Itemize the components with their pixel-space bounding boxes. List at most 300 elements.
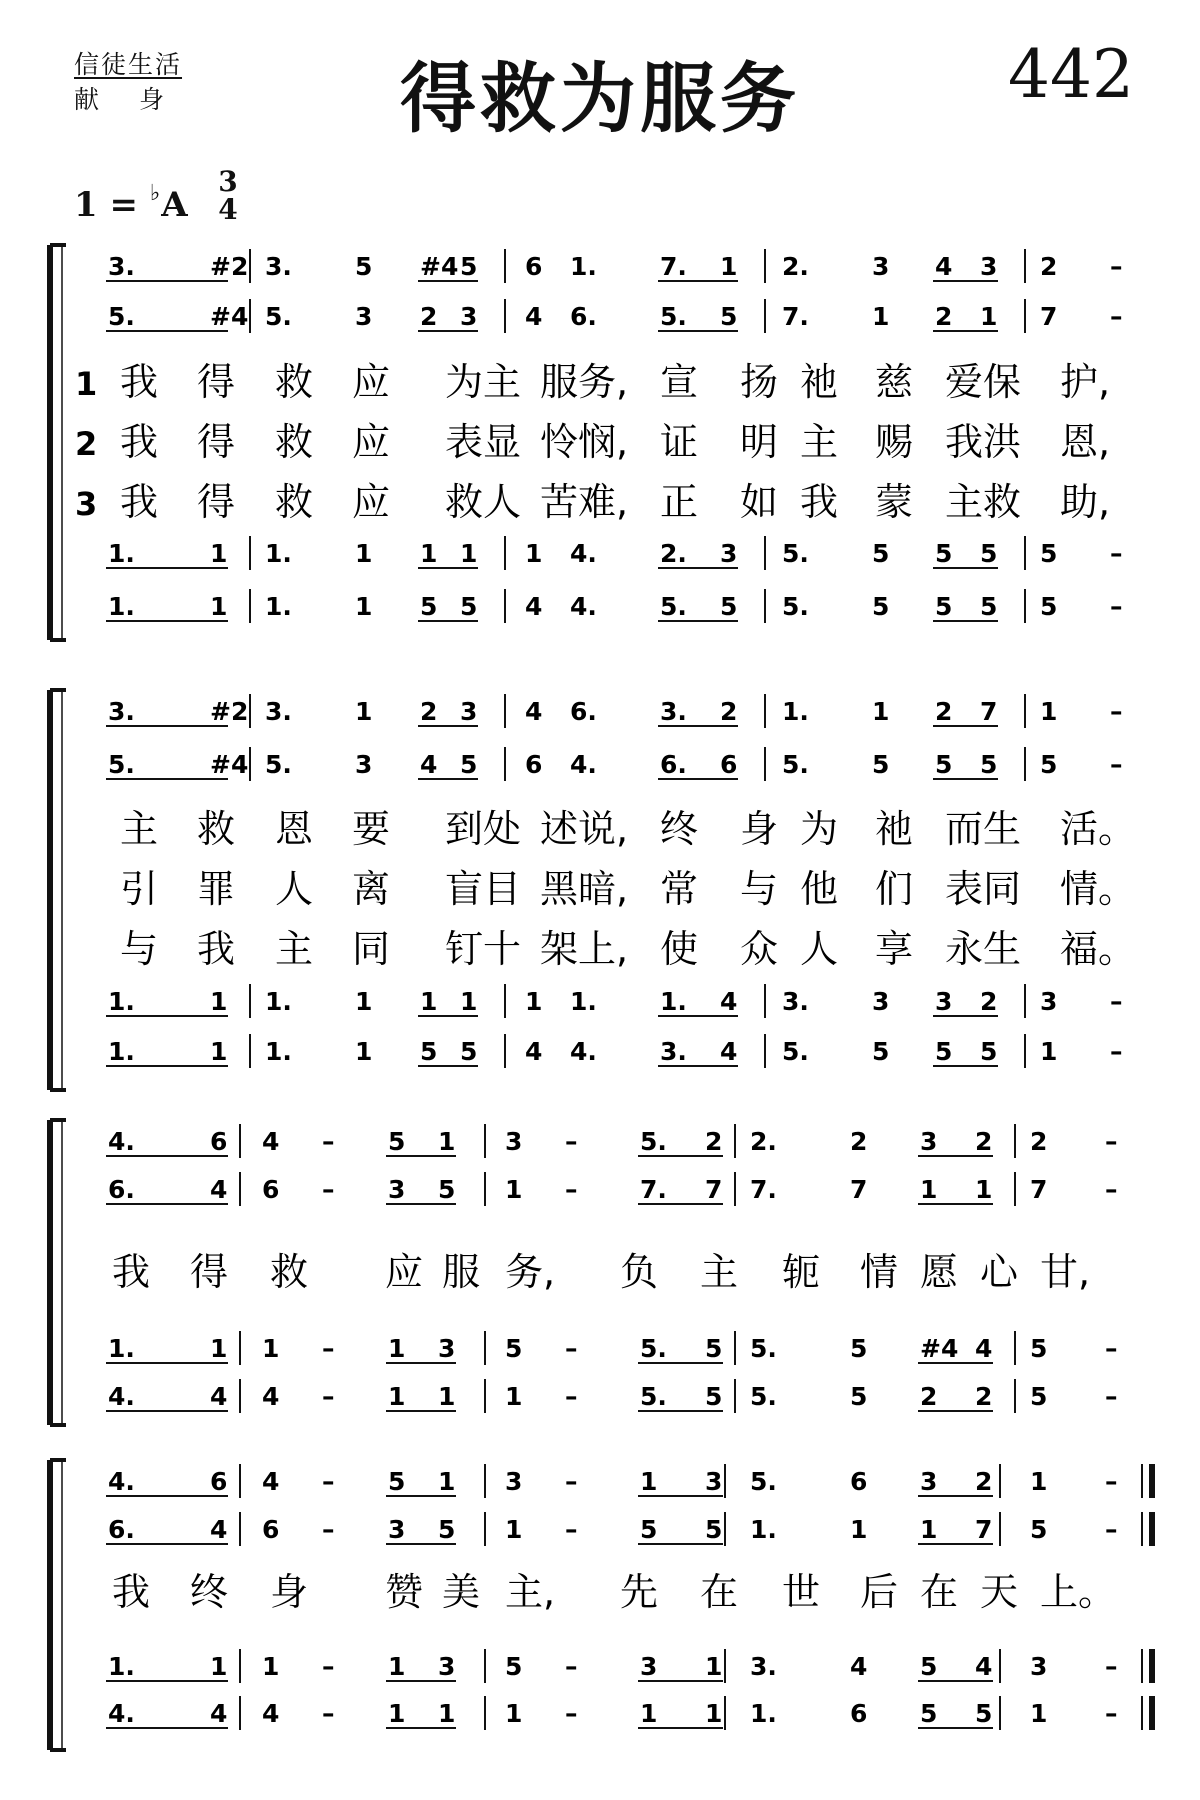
- lyric-syllable: 应: [352, 420, 391, 464]
- note-staff-bot: 5: [850, 1334, 868, 1363]
- note-staff-bot: 3: [872, 987, 890, 1016]
- note-staff-bot2: 5.: [660, 592, 687, 621]
- note-staff-bot2: 5: [975, 1699, 993, 1728]
- note-staff-bot2: 5: [460, 1037, 478, 1066]
- lyric-syllable: 引: [120, 867, 159, 911]
- note-staff-bot2: 1: [210, 1037, 228, 1066]
- note-staff-bot2: –: [565, 1699, 578, 1728]
- note-staff-bot: 1.: [265, 539, 292, 568]
- note-staff-bot2: 4: [525, 1037, 543, 1066]
- lyric-syllable: 主: [120, 807, 159, 851]
- note-staff-top2: 5.: [265, 750, 292, 779]
- note-staff-bot: 5: [920, 1652, 938, 1681]
- note-staff-bot: 3.: [750, 1652, 777, 1681]
- note-staff-bot2: 1: [388, 1699, 406, 1728]
- lyric-syllable: 得: [197, 420, 236, 464]
- note-staff-bot2: 1: [388, 1382, 406, 1411]
- note-staff-top: 4: [262, 1467, 280, 1496]
- note-staff-top: 1: [438, 1467, 456, 1496]
- note-staff-bot: 3: [720, 539, 738, 568]
- lyric-syllable: 身: [270, 1570, 309, 1614]
- note-staff-bot: #4: [920, 1334, 959, 1363]
- note-staff-top: #2: [210, 697, 249, 726]
- lyric-syllable: 服务,: [540, 360, 629, 404]
- note-staff-bot: 5.: [750, 1334, 777, 1363]
- key-note: A: [161, 185, 188, 225]
- note-staff-top: –: [1110, 697, 1123, 726]
- lyric-syllable: 天: [980, 1570, 1019, 1614]
- lyric-syllable: 救: [270, 1250, 309, 1294]
- note-staff-top: 2: [1040, 252, 1058, 281]
- lyric-syllable: 怜悯,: [540, 420, 629, 464]
- note-staff-bot2: 5.: [782, 1037, 809, 1066]
- note-staff-top: 2.: [782, 252, 809, 281]
- note-staff-bot2: –: [1105, 1382, 1118, 1411]
- note-staff-bot2: –: [565, 1382, 578, 1411]
- lyric-syllable: 救: [275, 480, 314, 524]
- note-staff-bot2: 5.: [640, 1382, 667, 1411]
- note-staff-top: –: [322, 1467, 335, 1496]
- note-staff-top2: 5: [980, 750, 998, 779]
- note-staff-bot2: 4.: [570, 1037, 597, 1066]
- note-staff-top: 1: [720, 252, 738, 281]
- note-staff-top: –: [1110, 252, 1123, 281]
- note-staff-top: 1: [1040, 697, 1058, 726]
- note-staff-bot2: 2: [975, 1382, 993, 1411]
- note-staff-bot2: –: [1105, 1699, 1118, 1728]
- lyric-syllable: 主: [700, 1250, 739, 1294]
- note-staff-top: 1.: [782, 697, 809, 726]
- lyric-syllable: 我: [800, 480, 839, 524]
- note-staff-top: 6: [210, 1467, 228, 1496]
- lyric-syllable: 而生: [945, 807, 1022, 851]
- lyric-syllable: 蒙: [875, 480, 914, 524]
- note-staff-bot: –: [1105, 1334, 1118, 1363]
- note-staff-top: 5: [355, 252, 373, 281]
- note-staff-bot: 1: [420, 539, 438, 568]
- note-staff-bot2: 4.: [108, 1699, 135, 1728]
- category-label: 信徒生活: [74, 50, 183, 79]
- note-staff-bot: 5: [1030, 1334, 1048, 1363]
- lyric-syllable: 服: [442, 1250, 481, 1294]
- note-staff-bot: 1: [420, 987, 438, 1016]
- note-staff-top: 4: [262, 1127, 280, 1156]
- note-staff-bot: 1.: [108, 1334, 135, 1363]
- note-staff-bot2: 4: [720, 1037, 738, 1066]
- note-staff-bot: 1: [388, 1652, 406, 1681]
- note-staff-top: 6: [850, 1467, 868, 1496]
- note-staff-bot: 1: [460, 987, 478, 1016]
- note-staff-bot2: 1: [1030, 1699, 1048, 1728]
- lyric-syllable: 救: [275, 360, 314, 404]
- note-staff-bot2: 5: [1030, 1382, 1048, 1411]
- note-staff-top2: 6.: [660, 750, 687, 779]
- lyric-syllable: 到处: [445, 807, 522, 851]
- lyric-syllable: 甘,: [1040, 1250, 1091, 1294]
- note-staff-bot2: 4: [262, 1699, 280, 1728]
- note-staff-bot: –: [565, 1334, 578, 1363]
- note-staff-bot2: 4: [525, 592, 543, 621]
- note-staff-top: 2.: [750, 1127, 777, 1156]
- lyric-syllable: 情: [860, 1250, 899, 1294]
- lyric-syllable: 人: [800, 927, 839, 971]
- note-staff-top2: –: [1105, 1515, 1118, 1544]
- note-staff-top2: 1: [505, 1515, 523, 1544]
- lyric-syllable: 得: [197, 480, 236, 524]
- note-staff-top2: 5: [1030, 1515, 1048, 1544]
- note-staff-top: 5.: [750, 1467, 777, 1496]
- note-staff-bot: –: [1110, 539, 1123, 568]
- lyric-syllable: 应: [352, 480, 391, 524]
- lyric-syllable: 宣: [660, 360, 699, 404]
- note-staff-bot: 1.: [108, 539, 135, 568]
- lyric-syllable: 要: [352, 807, 391, 851]
- lyric-syllable: 永生: [945, 927, 1022, 971]
- lyric-syllable: 如: [740, 480, 779, 524]
- note-staff-top2: –: [565, 1515, 578, 1544]
- note-staff-bot: 1: [525, 987, 543, 1016]
- note-staff-top: 4: [935, 252, 953, 281]
- note-staff-bot: 4: [975, 1334, 993, 1363]
- note-staff-bot: –: [322, 1334, 335, 1363]
- note-staff-top2: 6.: [570, 302, 597, 331]
- note-staff-top2: 5: [438, 1515, 456, 1544]
- lyric-syllable: 祂: [875, 807, 914, 851]
- note-staff-top: 3.: [108, 697, 135, 726]
- note-staff-top: 2: [850, 1127, 868, 1156]
- lyric-syllable: 我: [112, 1250, 151, 1294]
- note-staff-top: 7.: [660, 252, 687, 281]
- lyric-syllable: 钉十: [445, 927, 522, 971]
- lyric-syllable: 我: [120, 420, 159, 464]
- note-staff-bot: 4: [975, 1652, 993, 1681]
- note-staff-top: –: [322, 1127, 335, 1156]
- lyric-syllable: 同: [352, 927, 391, 971]
- note-staff-bot: –: [565, 1652, 578, 1681]
- note-staff-top2: 3: [460, 302, 478, 331]
- lyric-syllable: 享: [875, 927, 914, 971]
- note-staff-bot: 3: [935, 987, 953, 1016]
- note-staff-bot: 1: [388, 1334, 406, 1363]
- note-staff-bot2: 1.: [265, 592, 292, 621]
- note-staff-bot: 5: [705, 1334, 723, 1363]
- note-staff-bot2: 4: [210, 1382, 228, 1411]
- note-staff-bot2: 6: [850, 1699, 868, 1728]
- note-staff-top: –: [565, 1127, 578, 1156]
- note-staff-top2: 7.: [782, 302, 809, 331]
- note-staff-top2: 5: [705, 1515, 723, 1544]
- note-staff-top2: 5.: [660, 302, 687, 331]
- note-staff-bot2: 1: [210, 592, 228, 621]
- note-staff-top2: 1: [505, 1175, 523, 1204]
- verse-number: 3: [75, 485, 98, 523]
- note-staff-bot: 3: [1040, 987, 1058, 1016]
- note-staff-bot2: 1: [438, 1382, 456, 1411]
- lyric-syllable: 终: [190, 1570, 229, 1614]
- note-staff-top: –: [1105, 1127, 1118, 1156]
- lyric-syllable: 在: [920, 1570, 959, 1614]
- verse-number: 2: [75, 425, 98, 463]
- subcategory-label: 献身: [74, 85, 205, 114]
- lyric-syllable: 罪: [197, 867, 236, 911]
- note-staff-top2: 6.: [108, 1175, 135, 1204]
- note-staff-top: 3: [920, 1127, 938, 1156]
- lyric-syllable: 赐: [875, 420, 914, 464]
- note-staff-top2: 6: [262, 1175, 280, 1204]
- note-staff-top: 3.: [265, 697, 292, 726]
- note-staff-bot: 5: [935, 539, 953, 568]
- note-staff-top: 3.: [108, 252, 135, 281]
- note-staff-top2: 2: [935, 302, 953, 331]
- lyric-syllable: 与: [120, 927, 159, 971]
- note-staff-bot2: –: [1110, 592, 1123, 621]
- note-staff-top2: 1: [920, 1175, 938, 1204]
- note-staff-top2: 1: [980, 302, 998, 331]
- note-staff-top2: 5: [438, 1175, 456, 1204]
- note-staff-bot2: 3.: [660, 1037, 687, 1066]
- note-staff-top2: 1: [850, 1515, 868, 1544]
- note-staff-bot: 1: [705, 1652, 723, 1681]
- lyric-syllable: 愿: [920, 1250, 959, 1294]
- note-staff-top: 3: [920, 1467, 938, 1496]
- lyric-syllable: 情。: [1060, 867, 1137, 911]
- lyric-syllable: 救: [197, 807, 236, 851]
- note-staff-top2: 7: [975, 1515, 993, 1544]
- lyric-syllable: 轭: [782, 1250, 821, 1294]
- note-staff-top: 2: [975, 1127, 993, 1156]
- note-staff-bot: 3: [640, 1652, 658, 1681]
- note-staff-bot2: 5.: [782, 592, 809, 621]
- lyric-syllable: 苦难,: [540, 480, 629, 524]
- note-staff-bot2: 1: [705, 1699, 723, 1728]
- lyric-syllable: 使: [660, 927, 699, 971]
- note-staff-bot: 2: [980, 987, 998, 1016]
- note-staff-top: 5: [388, 1127, 406, 1156]
- lyric-syllable: 慈: [875, 360, 914, 404]
- note-staff-top2: 6: [720, 750, 738, 779]
- note-staff-top2: 5.: [782, 750, 809, 779]
- note-staff-bot: 1: [210, 539, 228, 568]
- lyric-syllable: 活。: [1060, 807, 1137, 851]
- note-staff-bot: –: [322, 1652, 335, 1681]
- note-staff-top: 1: [1030, 1467, 1048, 1496]
- note-staff-top2: 4: [210, 1515, 228, 1544]
- note-staff-bot: 1: [525, 539, 543, 568]
- lyric-syllable: 主救: [945, 480, 1022, 524]
- note-staff-bot2: 5: [420, 1037, 438, 1066]
- note-staff-top2: 3: [388, 1515, 406, 1544]
- lyric-syllable: 祂: [800, 360, 839, 404]
- note-staff-bot: 3.: [782, 987, 809, 1016]
- note-staff-bot2: 1.: [265, 1037, 292, 1066]
- note-staff-top2: 7: [705, 1175, 723, 1204]
- note-staff-bot2: 5: [980, 1037, 998, 1066]
- lyric-syllable: 后: [860, 1570, 899, 1614]
- note-staff-top: 2: [935, 697, 953, 726]
- note-staff-bot2: 4.: [108, 1382, 135, 1411]
- note-staff-top: 3: [872, 252, 890, 281]
- lyric-syllable: 心: [980, 1250, 1019, 1294]
- note-staff-bot: 5: [505, 1334, 523, 1363]
- note-staff-top: –: [1105, 1467, 1118, 1496]
- note-staff-top2: 5.: [108, 750, 135, 779]
- note-staff-bot: 1.: [660, 987, 687, 1016]
- lyric-syllable: 为: [800, 807, 839, 851]
- note-staff-bot2: 5: [872, 592, 890, 621]
- note-staff-bot2: –: [1110, 1037, 1123, 1066]
- note-staff-top2: –: [322, 1175, 335, 1204]
- hymn-title: 得救为服务: [400, 54, 800, 143]
- note-staff-top2: 4.: [570, 750, 597, 779]
- note-staff-bot2: 2: [920, 1382, 938, 1411]
- lyric-syllable: 常: [660, 867, 699, 911]
- note-staff-top2: 5: [720, 302, 738, 331]
- note-staff-top: 2: [705, 1127, 723, 1156]
- lyric-syllable: 应: [385, 1250, 424, 1294]
- note-staff-top2: #4: [210, 750, 249, 779]
- lyric-syllable: 述说,: [540, 807, 629, 851]
- meter-top: 3: [218, 165, 238, 198]
- lyric-syllable: 扬: [740, 360, 779, 404]
- note-staff-top: 2: [720, 697, 738, 726]
- note-staff-bot2: 4.: [570, 592, 597, 621]
- note-staff-bot: 3: [1030, 1652, 1048, 1681]
- lyric-syllable: 架上,: [540, 927, 629, 971]
- note-staff-top: 1.: [570, 252, 597, 281]
- note-staff-top2: 5: [640, 1515, 658, 1544]
- note-staff-top: 3.: [660, 697, 687, 726]
- lyric-syllable: 务,: [505, 1250, 556, 1294]
- note-staff-top: 7: [980, 697, 998, 726]
- note-staff-top2: 2: [420, 302, 438, 331]
- lyric-syllable: 黑暗,: [540, 867, 629, 911]
- note-staff-bot2: 5: [705, 1382, 723, 1411]
- lyric-syllable: 救: [275, 420, 314, 464]
- lyric-syllable: 我: [112, 1570, 151, 1614]
- note-staff-bot: 1: [355, 539, 373, 568]
- note-staff-bot2: 1.: [750, 1699, 777, 1728]
- lyric-syllable: 恩: [275, 807, 314, 851]
- note-staff-bot2: 1.: [108, 592, 135, 621]
- flat-sign: ♭: [149, 180, 161, 206]
- note-staff-bot2: 4: [262, 1382, 280, 1411]
- note-staff-bot2: 5.: [750, 1382, 777, 1411]
- lyric-syllable: 负: [620, 1250, 659, 1294]
- note-staff-bot: 3: [438, 1652, 456, 1681]
- lyric-syllable: 证: [660, 420, 699, 464]
- lyric-syllable: 们: [875, 867, 914, 911]
- lyric-syllable: 我: [120, 360, 159, 404]
- note-staff-top: 2: [975, 1467, 993, 1496]
- note-staff-top: 2: [1030, 1127, 1048, 1156]
- note-staff-bot2: 1.: [108, 1037, 135, 1066]
- note-staff-bot: 1.: [570, 987, 597, 1016]
- note-staff-top: 3: [505, 1467, 523, 1496]
- note-staff-bot2: 1: [1040, 1037, 1058, 1066]
- note-staff-top2: 1: [872, 302, 890, 331]
- note-staff-bot2: 5: [980, 592, 998, 621]
- note-staff-bot2: –: [322, 1699, 335, 1728]
- note-staff-top2: 5: [872, 750, 890, 779]
- note-staff-top2: 4: [420, 750, 438, 779]
- lyric-syllable: 在: [700, 1570, 739, 1614]
- lyric-syllable: 盲目: [445, 867, 522, 911]
- note-staff-bot: 1: [262, 1652, 280, 1681]
- note-staff-top2: –: [1110, 302, 1123, 331]
- note-staff-bot: 4: [720, 987, 738, 1016]
- lyric-syllable: 世: [782, 1570, 821, 1614]
- note-staff-top2: 3: [355, 750, 373, 779]
- note-staff-bot: 1: [460, 539, 478, 568]
- lyric-syllable: 正: [660, 480, 699, 524]
- note-staff-top: 5.: [640, 1127, 667, 1156]
- note-staff-bot: 1: [210, 1652, 228, 1681]
- note-staff-top: 1: [438, 1127, 456, 1156]
- lyric-syllable: 美: [442, 1570, 481, 1614]
- lyric-syllable: 他: [800, 867, 839, 911]
- note-staff-top: 6.: [570, 697, 597, 726]
- note-staff-bot2: 1: [355, 592, 373, 621]
- note-staff-bot: 5.: [782, 539, 809, 568]
- note-staff-bot2: 5: [850, 1382, 868, 1411]
- lyric-syllable: 助,: [1060, 480, 1111, 524]
- note-staff-bot: 1.: [108, 987, 135, 1016]
- note-staff-top2: 7: [1030, 1175, 1048, 1204]
- note-staff-bot: 5: [1040, 539, 1058, 568]
- lyric-syllable: 爱保: [945, 360, 1022, 404]
- note-staff-bot: 5: [505, 1652, 523, 1681]
- note-staff-bot: 5: [980, 539, 998, 568]
- lyric-syllable: 护,: [1060, 360, 1111, 404]
- lyric-syllable: 得: [197, 360, 236, 404]
- note-staff-bot: 4.: [570, 539, 597, 568]
- note-staff-top2: 3: [388, 1175, 406, 1204]
- lyric-syllable: 应: [352, 360, 391, 404]
- lyric-syllable: 福。: [1060, 927, 1137, 971]
- note-staff-bot: 2.: [660, 539, 687, 568]
- note-staff-bot2: 1: [505, 1699, 523, 1728]
- lyric-syllable: 上。: [1040, 1570, 1117, 1614]
- note-staff-top: 4: [525, 697, 543, 726]
- note-staff-top: 1: [872, 697, 890, 726]
- note-staff-top2: 7.: [640, 1175, 667, 1204]
- note-staff-top: 4.: [108, 1127, 135, 1156]
- note-staff-top2: #4: [210, 302, 249, 331]
- note-staff-top2: –: [1110, 750, 1123, 779]
- note-staff-bot: 1.: [265, 987, 292, 1016]
- note-staff-bot: 1: [262, 1334, 280, 1363]
- note-staff-top2: 5: [1040, 750, 1058, 779]
- note-staff-bot: 5: [872, 539, 890, 568]
- lyric-syllable: 主: [275, 927, 314, 971]
- note-staff-bot: –: [1105, 1652, 1118, 1681]
- note-staff-top: –: [565, 1467, 578, 1496]
- note-staff-top2: 6.: [108, 1515, 135, 1544]
- note-staff-bot: 1: [210, 1334, 228, 1363]
- lyric-syllable: 赞: [385, 1570, 424, 1614]
- note-staff-bot2: 1: [355, 1037, 373, 1066]
- note-staff-top: 3: [980, 252, 998, 281]
- verse-number: 1: [75, 365, 98, 403]
- note-staff-top: 5: [388, 1467, 406, 1496]
- note-staff-top: #2: [210, 252, 249, 281]
- note-staff-top2: 5.: [265, 302, 292, 331]
- lyric-syllable: 与: [740, 867, 779, 911]
- note-staff-top: 5: [460, 252, 478, 281]
- note-staff-top2: 7: [850, 1175, 868, 1204]
- note-staff-bot2: –: [322, 1382, 335, 1411]
- lyric-syllable: 得: [190, 1250, 229, 1294]
